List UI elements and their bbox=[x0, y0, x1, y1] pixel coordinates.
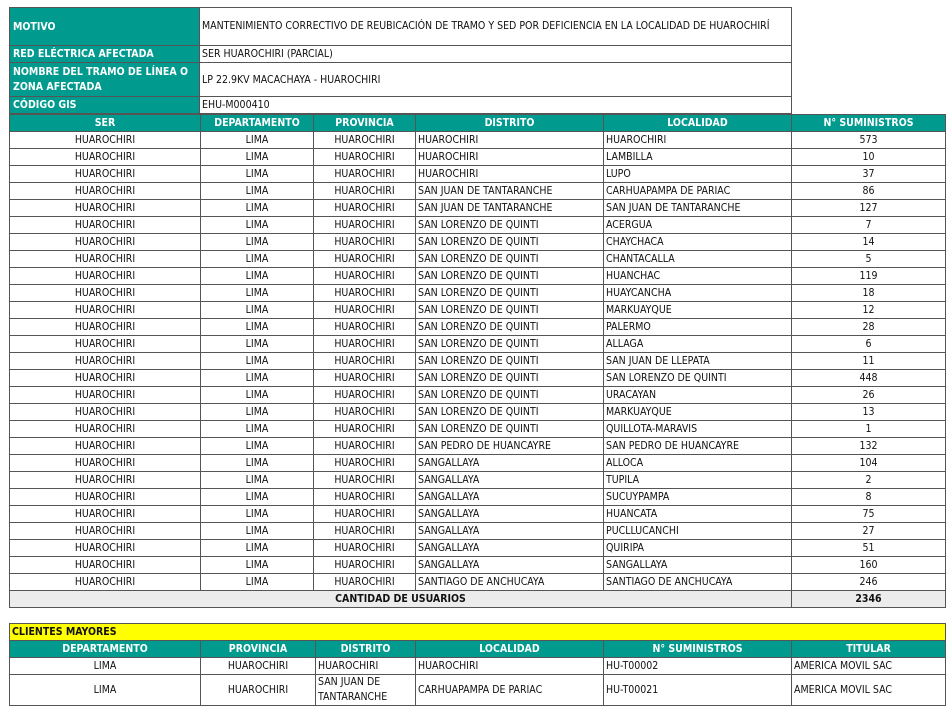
cell-departamento: LIMA bbox=[201, 149, 314, 166]
total-value: 2346 bbox=[792, 591, 946, 608]
cell-provincia: HUAROCHIRI bbox=[314, 404, 416, 421]
cell-distrito: SAN LORENZO DE QUINTI bbox=[416, 336, 604, 353]
col-suministros-header: N° SUMINISTROS bbox=[792, 115, 946, 132]
table-row bbox=[10, 438, 946, 455]
cell-distrito: SAN JUAN DE TANTARANCHE bbox=[416, 200, 604, 217]
cell-distrito: SANGALLAYA bbox=[416, 540, 604, 557]
cell-ser: HUAROCHIRI bbox=[10, 557, 201, 574]
users-body bbox=[10, 132, 946, 591]
cell-ser: HUAROCHIRI bbox=[10, 523, 201, 540]
cell-provincia: HUAROCHIRI bbox=[314, 319, 416, 336]
cell-provincia: HUAROCHIRI bbox=[314, 166, 416, 183]
cell-suministros: 51 bbox=[792, 540, 946, 557]
table-row bbox=[10, 217, 946, 234]
cell-distrito: SAN JUAN DE TANTARANCHE bbox=[416, 183, 604, 200]
cell-departamento: LIMA bbox=[201, 472, 314, 489]
table-row bbox=[10, 370, 946, 387]
cell-departamento: LIMA bbox=[201, 421, 314, 438]
table-row bbox=[10, 489, 946, 506]
cell-localidad: SAN LORENZO DE QUINTI bbox=[604, 370, 792, 387]
cell-departamento: LIMA bbox=[201, 166, 314, 183]
cell-provincia: HUAROCHIRI bbox=[314, 523, 416, 540]
cell-titular: AMERICA MOVIL SAC bbox=[792, 658, 946, 675]
cell-departamento: LIMA bbox=[201, 217, 314, 234]
cell-provincia: HUAROCHIRI bbox=[201, 675, 316, 706]
cell-departamento: LIMA bbox=[201, 489, 314, 506]
cell-departamento: LIMA bbox=[201, 506, 314, 523]
table-row bbox=[10, 540, 946, 557]
table-row bbox=[10, 658, 946, 675]
cell-suministros: 8 bbox=[792, 489, 946, 506]
cell-ser: HUAROCHIRI bbox=[10, 166, 201, 183]
table-row bbox=[10, 132, 946, 149]
cell-departamento: LIMA bbox=[201, 285, 314, 302]
cell-localidad: ALLOCA bbox=[604, 455, 792, 472]
cell-ser: HUAROCHIRI bbox=[10, 319, 201, 336]
cell-localidad: SANGALLAYA bbox=[604, 557, 792, 574]
cell-ser: HUAROCHIRI bbox=[10, 200, 201, 217]
cell-provincia: HUAROCHIRI bbox=[314, 540, 416, 557]
client-col-suministros-header: N° SUMINISTROS bbox=[604, 641, 792, 658]
cell-distrito: SAN LORENZO DE QUINTI bbox=[416, 234, 604, 251]
cell-provincia: HUAROCHIRI bbox=[314, 149, 416, 166]
gis-label: CÓDIGO GIS bbox=[10, 97, 200, 114]
cell-localidad: PALERMO bbox=[604, 319, 792, 336]
cell-ser: HUAROCHIRI bbox=[10, 455, 201, 472]
cell-localidad: LAMBILLA bbox=[604, 149, 792, 166]
table-row bbox=[10, 675, 946, 706]
table-row bbox=[10, 200, 946, 217]
cell-suministros: 7 bbox=[792, 217, 946, 234]
cell-ser: HUAROCHIRI bbox=[10, 438, 201, 455]
cell-provincia: HUAROCHIRI bbox=[314, 234, 416, 251]
cell-ser: HUAROCHIRI bbox=[10, 506, 201, 523]
table-row bbox=[10, 251, 946, 268]
cell-departamento: LIMA bbox=[201, 557, 314, 574]
cell-ser: HUAROCHIRI bbox=[10, 251, 201, 268]
cell-departamento: LIMA bbox=[201, 370, 314, 387]
table-row bbox=[10, 404, 946, 421]
cell-distrito: SAN LORENZO DE QUINTI bbox=[416, 421, 604, 438]
cell-suministros: HU-T00002 bbox=[604, 658, 792, 675]
clients-table bbox=[9, 623, 946, 706]
clients-body bbox=[10, 658, 946, 706]
table-row bbox=[10, 387, 946, 404]
cell-localidad: SANTIAGO DE ANCHUCAYA bbox=[604, 574, 792, 591]
cell-distrito: SANGALLAYA bbox=[416, 523, 604, 540]
cell-localidad: CARHUAPAMPA DE PARIAC bbox=[416, 675, 604, 706]
cell-distrito: SANGALLAYA bbox=[416, 506, 604, 523]
table-row bbox=[10, 302, 946, 319]
col-distrito-header: DISTRITO bbox=[416, 115, 604, 132]
gis-value: EHU-M000410 bbox=[200, 97, 792, 114]
cell-ser: HUAROCHIRI bbox=[10, 217, 201, 234]
table-row bbox=[10, 353, 946, 370]
cell-provincia: HUAROCHIRI bbox=[314, 268, 416, 285]
cell-ser: HUAROCHIRI bbox=[10, 489, 201, 506]
users-header-row bbox=[10, 115, 946, 132]
red-value: SER HUAROCHIRI (PARCIAL) bbox=[200, 46, 792, 63]
table-row bbox=[10, 421, 946, 438]
cell-provincia: HUAROCHIRI bbox=[314, 251, 416, 268]
cell-suministros: 86 bbox=[792, 183, 946, 200]
motivo-value: MANTENIMIENTO CORRECTIVO DE REUBICACIÓN DE TRAMO Y SED POR DEFICIENCIA EN LA LOCALIDAD DE HUAROCHIRÍ bbox=[200, 8, 792, 46]
cell-suministros: 5 bbox=[792, 251, 946, 268]
cell-provincia: HUAROCHIRI bbox=[314, 336, 416, 353]
cell-suministros: HU-T00021 bbox=[604, 675, 792, 706]
cell-departamento: LIMA bbox=[201, 251, 314, 268]
cell-distrito: HUAROCHIRI bbox=[316, 658, 416, 675]
cell-suministros: 11 bbox=[792, 353, 946, 370]
cell-ser: HUAROCHIRI bbox=[10, 302, 201, 319]
cell-departamento: LIMA bbox=[201, 404, 314, 421]
cell-distrito: SAN LORENZO DE QUINTI bbox=[416, 285, 604, 302]
cell-localidad: CHAYCHACA bbox=[604, 234, 792, 251]
cell-distrito: SANGALLAYA bbox=[416, 455, 604, 472]
cell-ser: HUAROCHIRI bbox=[10, 472, 201, 489]
cell-titular: AMERICA MOVIL SAC bbox=[792, 675, 946, 706]
cell-provincia: HUAROCHIRI bbox=[314, 132, 416, 149]
table-row bbox=[10, 319, 946, 336]
cell-distrito: SAN JUAN DE TANTARANCHE bbox=[316, 675, 416, 706]
cell-suministros: 27 bbox=[792, 523, 946, 540]
cell-localidad: ACERGUA bbox=[604, 217, 792, 234]
cell-provincia: HUAROCHIRI bbox=[314, 183, 416, 200]
info-table bbox=[9, 7, 792, 114]
cell-provincia: HUAROCHIRI bbox=[201, 658, 316, 675]
cell-provincia: HUAROCHIRI bbox=[314, 455, 416, 472]
cell-localidad: HUAROCHIRI bbox=[416, 658, 604, 675]
client-col-localidad-header: LOCALIDAD bbox=[416, 641, 604, 658]
cell-provincia: HUAROCHIRI bbox=[314, 370, 416, 387]
cell-ser: HUAROCHIRI bbox=[10, 421, 201, 438]
cell-departamento: LIMA bbox=[201, 523, 314, 540]
cell-departamento: LIMA bbox=[201, 455, 314, 472]
clients-title: CLIENTES MAYORES bbox=[10, 624, 946, 641]
cell-suministros: 246 bbox=[792, 574, 946, 591]
cell-distrito: SAN LORENZO DE QUINTI bbox=[416, 404, 604, 421]
col-localidad-header: LOCALIDAD bbox=[604, 115, 792, 132]
cell-suministros: 6 bbox=[792, 336, 946, 353]
client-col-departamento-header: DEPARTAMENTO bbox=[10, 641, 201, 658]
cell-suministros: 10 bbox=[792, 149, 946, 166]
cell-ser: HUAROCHIRI bbox=[10, 183, 201, 200]
table-row bbox=[10, 166, 946, 183]
col-provincia-header: PROVINCIA bbox=[314, 115, 416, 132]
tramo-value: LP 22.9KV MACACHAYA - HUAROCHIRI bbox=[200, 63, 792, 97]
cell-suministros: 14 bbox=[792, 234, 946, 251]
cell-provincia: HUAROCHIRI bbox=[314, 217, 416, 234]
cell-localidad: PUCLLUCANCHI bbox=[604, 523, 792, 540]
cell-localidad: MARKUAYQUE bbox=[604, 302, 792, 319]
cell-distrito: SAN LORENZO DE QUINTI bbox=[416, 353, 604, 370]
table-row bbox=[10, 472, 946, 489]
cell-localidad: HUANCHAC bbox=[604, 268, 792, 285]
cell-departamento: LIMA bbox=[201, 200, 314, 217]
cell-suministros: 160 bbox=[792, 557, 946, 574]
cell-departamento: LIMA bbox=[10, 675, 201, 706]
table-row bbox=[10, 285, 946, 302]
cell-suministros: 12 bbox=[792, 302, 946, 319]
cell-departamento: LIMA bbox=[201, 574, 314, 591]
cell-departamento: LIMA bbox=[201, 438, 314, 455]
cell-suministros: 26 bbox=[792, 387, 946, 404]
cell-suministros: 2 bbox=[792, 472, 946, 489]
cell-ser: HUAROCHIRI bbox=[10, 370, 201, 387]
table-row bbox=[10, 557, 946, 574]
cell-localidad: URACAYAN bbox=[604, 387, 792, 404]
cell-departamento: LIMA bbox=[201, 540, 314, 557]
cell-departamento: LIMA bbox=[201, 319, 314, 336]
cell-provincia: HUAROCHIRI bbox=[314, 353, 416, 370]
cell-distrito: HUAROCHIRI bbox=[416, 166, 604, 183]
cell-departamento: LIMA bbox=[10, 658, 201, 675]
cell-departamento: LIMA bbox=[201, 302, 314, 319]
cell-suministros: 132 bbox=[792, 438, 946, 455]
cell-suministros: 104 bbox=[792, 455, 946, 472]
cell-ser: HUAROCHIRI bbox=[10, 574, 201, 591]
cell-localidad: HUAROCHIRI bbox=[604, 132, 792, 149]
cell-departamento: LIMA bbox=[201, 132, 314, 149]
cell-departamento: LIMA bbox=[201, 183, 314, 200]
cell-distrito: HUAROCHIRI bbox=[416, 132, 604, 149]
total-label: CANTIDAD DE USUARIOS bbox=[10, 591, 792, 608]
red-label: RED ELÉCTRICA AFECTADA bbox=[10, 46, 200, 63]
cell-ser: HUAROCHIRI bbox=[10, 234, 201, 251]
cell-localidad: HUANCATA bbox=[604, 506, 792, 523]
cell-departamento: LIMA bbox=[201, 268, 314, 285]
client-col-titular-header: TITULAR bbox=[792, 641, 946, 658]
cell-localidad: TUPILA bbox=[604, 472, 792, 489]
cell-suministros: 18 bbox=[792, 285, 946, 302]
motivo-label: MOTIVO bbox=[10, 8, 200, 46]
cell-distrito: SAN LORENZO DE QUINTI bbox=[416, 370, 604, 387]
cell-suministros: 573 bbox=[792, 132, 946, 149]
cell-distrito: SANGALLAYA bbox=[416, 557, 604, 574]
cell-ser: HUAROCHIRI bbox=[10, 336, 201, 353]
table-row bbox=[10, 523, 946, 540]
table-row bbox=[10, 183, 946, 200]
cell-ser: HUAROCHIRI bbox=[10, 268, 201, 285]
cell-departamento: LIMA bbox=[201, 234, 314, 251]
cell-provincia: HUAROCHIRI bbox=[314, 557, 416, 574]
cell-ser: HUAROCHIRI bbox=[10, 149, 201, 166]
cell-localidad: CHANTACALLA bbox=[604, 251, 792, 268]
client-col-provincia-header: PROVINCIA bbox=[201, 641, 316, 658]
cell-distrito: SAN LORENZO DE QUINTI bbox=[416, 387, 604, 404]
cell-localidad: SAN JUAN DE TANTARANCHE bbox=[604, 200, 792, 217]
cell-localidad: ALLAGA bbox=[604, 336, 792, 353]
cell-distrito: HUAROCHIRI bbox=[416, 149, 604, 166]
cell-localidad: LUPO bbox=[604, 166, 792, 183]
cell-ser: HUAROCHIRI bbox=[10, 132, 201, 149]
cell-provincia: HUAROCHIRI bbox=[314, 285, 416, 302]
cell-suministros: 127 bbox=[792, 200, 946, 217]
cell-localidad: MARKUAYQUE bbox=[604, 404, 792, 421]
cell-distrito: SANTIAGO DE ANCHUCAYA bbox=[416, 574, 604, 591]
cell-distrito: SAN LORENZO DE QUINTI bbox=[416, 268, 604, 285]
table-row bbox=[10, 149, 946, 166]
cell-distrito: SAN LORENZO DE QUINTI bbox=[416, 319, 604, 336]
cell-distrito: SAN LORENZO DE QUINTI bbox=[416, 217, 604, 234]
cell-distrito: SAN PEDRO DE HUANCAYRE bbox=[416, 438, 604, 455]
users-total-row bbox=[10, 591, 946, 608]
cell-suministros: 37 bbox=[792, 166, 946, 183]
cell-distrito: SAN LORENZO DE QUINTI bbox=[416, 251, 604, 268]
col-departamento-header: DEPARTAMENTO bbox=[201, 115, 314, 132]
cell-departamento: LIMA bbox=[201, 387, 314, 404]
cell-localidad: SAN JUAN DE LLEPATA bbox=[604, 353, 792, 370]
cell-provincia: HUAROCHIRI bbox=[314, 506, 416, 523]
table-row bbox=[10, 574, 946, 591]
cell-localidad: SAN PEDRO DE HUANCAYRE bbox=[604, 438, 792, 455]
cell-departamento: LIMA bbox=[201, 353, 314, 370]
table-row bbox=[10, 234, 946, 251]
cell-departamento: LIMA bbox=[201, 336, 314, 353]
cell-suministros: 13 bbox=[792, 404, 946, 421]
cell-localidad: HUAYCANCHA bbox=[604, 285, 792, 302]
table-row bbox=[10, 268, 946, 285]
cell-suministros: 119 bbox=[792, 268, 946, 285]
cell-suministros: 448 bbox=[792, 370, 946, 387]
cell-provincia: HUAROCHIRI bbox=[314, 200, 416, 217]
cell-provincia: HUAROCHIRI bbox=[314, 421, 416, 438]
cell-ser: HUAROCHIRI bbox=[10, 285, 201, 302]
table-row bbox=[10, 455, 946, 472]
cell-ser: HUAROCHIRI bbox=[10, 404, 201, 421]
users-table bbox=[9, 114, 946, 608]
table-row bbox=[10, 336, 946, 353]
cell-ser: HUAROCHIRI bbox=[10, 540, 201, 557]
cell-suministros: 75 bbox=[792, 506, 946, 523]
clients-header-row bbox=[10, 641, 946, 658]
cell-suministros: 1 bbox=[792, 421, 946, 438]
cell-ser: HUAROCHIRI bbox=[10, 387, 201, 404]
cell-distrito: SANGALLAYA bbox=[416, 472, 604, 489]
cell-localidad: CARHUAPAMPA DE PARIAC bbox=[604, 183, 792, 200]
client-col-distrito-header: DISTRITO bbox=[316, 641, 416, 658]
cell-localidad: SUCUYPAMPA bbox=[604, 489, 792, 506]
cell-ser: HUAROCHIRI bbox=[10, 353, 201, 370]
col-ser-header: SER bbox=[10, 115, 201, 132]
cell-suministros: 28 bbox=[792, 319, 946, 336]
tramo-label: NOMBRE DEL TRAMO DE LÍNEA O ZONA AFECTADA bbox=[10, 63, 200, 97]
cell-provincia: HUAROCHIRI bbox=[314, 438, 416, 455]
cell-localidad: QUIRIPA bbox=[604, 540, 792, 557]
cell-provincia: HUAROCHIRI bbox=[314, 302, 416, 319]
cell-localidad: QUILLOTA-MARAVIS bbox=[604, 421, 792, 438]
cell-provincia: HUAROCHIRI bbox=[314, 387, 416, 404]
cell-provincia: HUAROCHIRI bbox=[314, 574, 416, 591]
cell-provincia: HUAROCHIRI bbox=[314, 489, 416, 506]
table-row bbox=[10, 506, 946, 523]
cell-distrito: SANGALLAYA bbox=[416, 489, 604, 506]
cell-provincia: HUAROCHIRI bbox=[314, 472, 416, 489]
cell-distrito: SAN LORENZO DE QUINTI bbox=[416, 302, 604, 319]
